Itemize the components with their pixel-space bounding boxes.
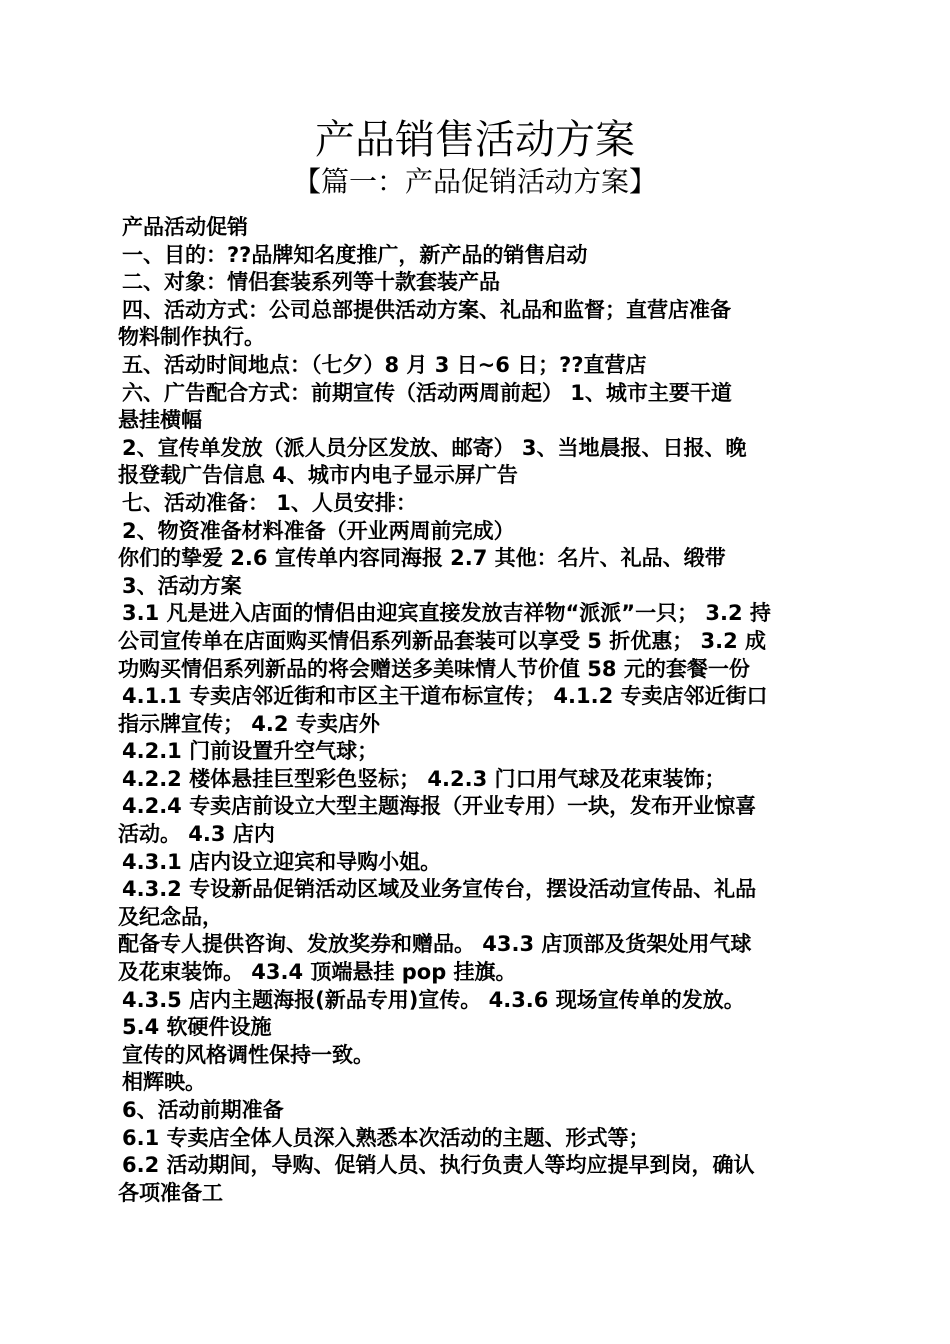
- text-line: 6.2 活动期间，导购、促销人员、执行负责人等均应提早到岗，确认: [122, 1153, 755, 1178]
- text-line: 及花束装饰。 43.4 顶端悬挂 pop 挂旗。: [118, 960, 517, 985]
- text-line: 二、对象：情侣套装系列等十款套装产品: [122, 270, 500, 295]
- text-line: 2、物资准备材料准备（开业两周前完成）: [122, 518, 515, 543]
- text-line: 四、活动方式：公司总部提供活动方案、礼品和监督；直营店准备: [122, 297, 731, 322]
- document-title: 产品销售活动方案: [315, 117, 635, 163]
- text-line: 一、目的：??品牌知名度推广，新产品的销售启动: [122, 242, 588, 267]
- text-line: 4.2.2 楼体悬挂巨型彩色竖标； 4.2.3 门口用气球及花束装饰；: [122, 766, 726, 791]
- text-line: 4.2.4 专卖店前设立大型主题海报（开业专用）一块，发布开业惊喜: [122, 794, 757, 819]
- text-line: 2、宣传单发放（派人员分区发放、邮寄） 3、当地晨报、日报、晚: [122, 435, 747, 460]
- text-line: 6、活动前期准备: [122, 1098, 284, 1122]
- text-line: 配备专人提供咨询、发放奖券和赠品。 43.3 店顶部及货架处用气球: [118, 932, 752, 957]
- text-line: 3.1 凡是进入店面的情侣由迎宾直接发放吉祥物“派派”一只； 3.2 持: [122, 601, 771, 626]
- text-line: 4.3.5 店内主题海报(新品专用)宣传。 4.3.6 现场宣传单的发放。: [122, 987, 745, 1012]
- text-line: 4.3.1 店内设立迎宾和导购小姐。: [122, 849, 442, 874]
- text-line: 物料制作执行。: [118, 325, 265, 350]
- text-line: 宣传的风格调性保持一致。: [122, 1042, 374, 1067]
- text-line: 指示牌宣传； 4.2 专卖店外: [118, 711, 380, 736]
- text-line: 3、活动方案: [122, 573, 242, 598]
- document-subtitle: 【篇一：产品促销活动方案】: [292, 165, 657, 198]
- text-line: 悬挂横幅: [118, 408, 202, 433]
- text-line: 五、活动时间地点：（七夕）8 月 3 日~6 日；??直营店: [122, 352, 647, 377]
- text-line: 活动。 4.3 店内: [118, 822, 275, 847]
- text-line: 七、活动准备： 1、人员安排：: [122, 490, 417, 515]
- text-line: 4.2.1 门前设置升空气球；: [122, 739, 379, 764]
- text-line: 及纪念品，: [118, 904, 223, 929]
- document-body: [118, 214, 834, 1207]
- text-line: 各项准备工: [118, 1180, 223, 1205]
- text-line: 4.3.2 专设新品促销活动区域及业务宣传台，摆设活动宣传品、礼品: [122, 877, 757, 902]
- text-line: 功购买情侣系列新品的将会赠送多美味情人节价值 58 元的套餐一份: [118, 656, 750, 681]
- text-line: 六、广告配合方式：前期宣传（活动两周前起） 1、城市主要干道: [122, 380, 732, 405]
- text-line: 公司宣传单在店面购买情侣系列新品套装可以享受 5 折优惠； 3.2 成: [118, 628, 767, 653]
- text-line: 6.1 专卖店全体人员深入熟悉本次活动的主题、形式等；: [122, 1125, 650, 1150]
- text-line: 相辉映。: [122, 1070, 206, 1095]
- text-line: 产品活动促销: [122, 215, 248, 239]
- text-line: 5.4 软硬件设施: [122, 1015, 272, 1040]
- text-line: 报登载广告信息 4、城市内电子显示屏广告: [118, 463, 518, 488]
- text-line: 你们的挚爱 2.6 宣传单内容同海报 2.7 其他：名片、礼品、缎带: [118, 546, 726, 571]
- text-line: 4.1.1 专卖店邻近街和市区主干道布标宣传； 4.1.2 专卖店邻近街口: [122, 684, 768, 709]
